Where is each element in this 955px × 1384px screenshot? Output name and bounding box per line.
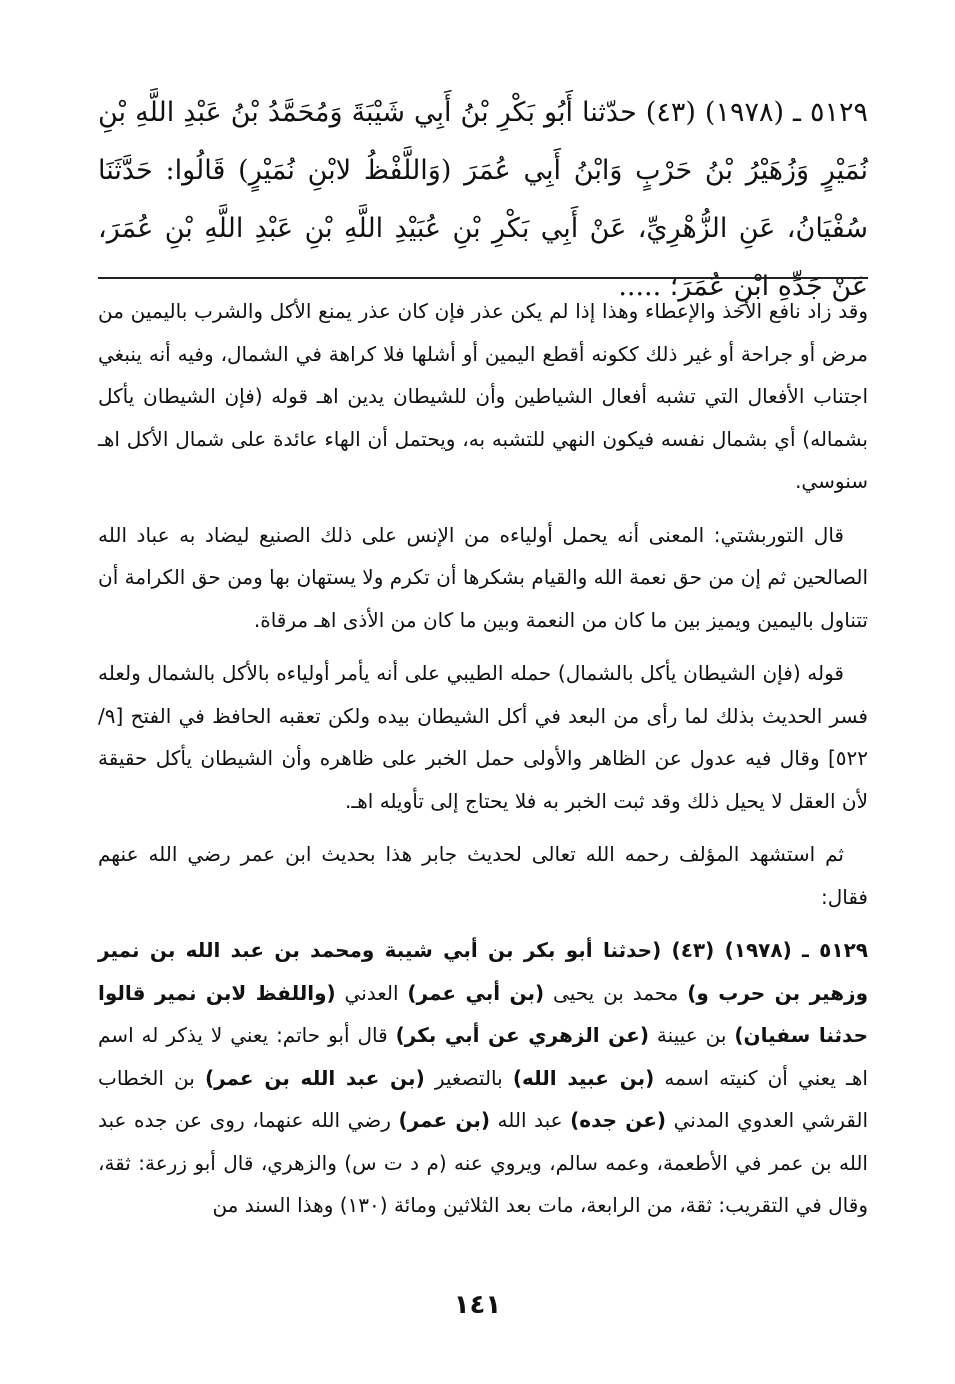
commentary-paragraph-4: ثم استشهد المؤلف رحمه الله تعالى لحديث جابر هذا بحديث ابن عمر رضي الله عنهم فقال: (98, 842, 868, 909)
commentary-paragraph-3: قوله (فإن الشيطان يأكل بالشمال) حمله الطيبي على أنه يأمر أولياءه بالأكل بالشمال ولعله فسر الحديث بذلك لما رأى من البعد في أكل الشيطان بيده ولكن تعقبه الحافظ في الفتح [٩/ ٥٢٢] وقال فيه عدول عن الظاهر والأولى حمل الخبر على ظاهره وأن الشيطان يأكل حقيقة لأن العقل لا يحيل ذلك وقد ثبت الخبر به فلا يحتاج إلى تأويله اهـ. (98, 661, 868, 813)
commentary (98, 290, 868, 1238)
isnad-note: محمد بن يحيى (544, 980, 688, 1005)
isnad-note: بالتصغير (424, 1065, 513, 1090)
isnad-bold: (بن عمر) (398, 1108, 490, 1132)
isnad-note: رضي الله عنهما، روى عن جده عبد الله بن عمر في الأطعمة، وعمه سالم، ويروي عنه (م د ت س) والزهري، قال أبو زرعة: ثقة، وقال في التقريب: ثقة، من الرابعة، مات بعد الثلاثين ومائة (١٣٠) وهذا السند من (98, 1108, 868, 1217)
isnad-bold: (بن عبد الله بن عمر) (204, 1065, 425, 1090)
isnad-note: بن عيينة (649, 1023, 735, 1047)
hadith-text: ٥١٢٩ ـ (١٩٧٨) (٤٣) حدّثنا أَبُو بَكْرِ بْنُ أَبِي شَيْبَةَ وَمُحَمَّدُ بْنُ عَبْدِ اللَّهِ بْنِ نُمَيْرٍ وَزُهَيْرُ بْنُ حَرْبٍ وَابْنُ أَبِي عُمَرَ (وَاللَّفْظُ لابْنِ نُمَيْرٍ) قَالُوا: حَدَّثَنَا سُفْيَانُ، عَنِ الزُّهْرِيِّ، عَنْ أَبِي بَكْرِ بْنِ عُبَيْدِ اللَّهِ بْنِ عَبْدِ اللَّهِ بْنِ عُمَرَ، عَنْ جَدِّهِ ابْنِ عُمَرَ؛ ..... (98, 97, 869, 302)
commentary-paragraph-2: قال التوربشتي: المعنى أنه يحمل أولياءه من الإنس على ذلك الصنيع ليضاد به عباد الله الصالحين ثم إن من حق نعمة الله والقيام بشكرها أن تكرم ولا يستهان بها ومن حق الكرامة أن تتناول باليمين ويميز بين ما كان من النعمة وبين ما كان من الأذى اهـ مرقاة. (98, 522, 868, 632)
page-number: ١٤١ (453, 1290, 502, 1320)
isnad-note: بن الخطاب القرشي العدوي المدني (98, 1065, 869, 1132)
isnad-bold: (عن الزهري عن أبي بكر) (395, 1023, 649, 1047)
isnad-bold: (عن جده) (570, 1108, 667, 1132)
isnad-bold: (بن عبيد الله) (512, 1065, 655, 1090)
isnad-bold: ٥١٢٩ ـ (١٩٧٨) (٤٣) (حدثنا أبو بكر بن أبي شيبة ومحمد بن عبد الله بن نمير وزهير بن حرب و) (98, 938, 869, 1005)
isnad-note: العدني (335, 980, 408, 1005)
commentary-paragraph-1: وقد زاد نافع الأخذ والإعطاء وهذا إذا لم يكن عذر فإن كان عذر يمنع الأكل والشرب باليمين من مرض أو جراحة أو غير ذلك ككونه أقطع اليمين أو أشلها فلا كراهة في الشمال، وفيه أنه ينبغي اجتناب الأفعال التي تشبه أفعال الشياطين وأن للشيطان يدين اهـ قوله (فإن الشيطان يأكل بشماله) أي بشمال نفسه فيكون النهي للتشبه به، ويحتمل أن الهاء عائدة على شمال الأكل اهـ سنوسي. (98, 299, 868, 493)
isnad-note: عبد الله (489, 1108, 571, 1132)
isnad-bold: (واللفظ لابن نمير قالوا حدثنا سفيان) (98, 980, 868, 1047)
isnad-bold: (بن أبي عمر) (407, 980, 545, 1005)
commentary-paragraph-5 (98, 929, 868, 1227)
separator-rule (98, 277, 868, 279)
isnad-note: قال أبو حاتم: يعني لا يذكر له اسم اهـ يعني أن كنيته اسمه (98, 1023, 868, 1090)
